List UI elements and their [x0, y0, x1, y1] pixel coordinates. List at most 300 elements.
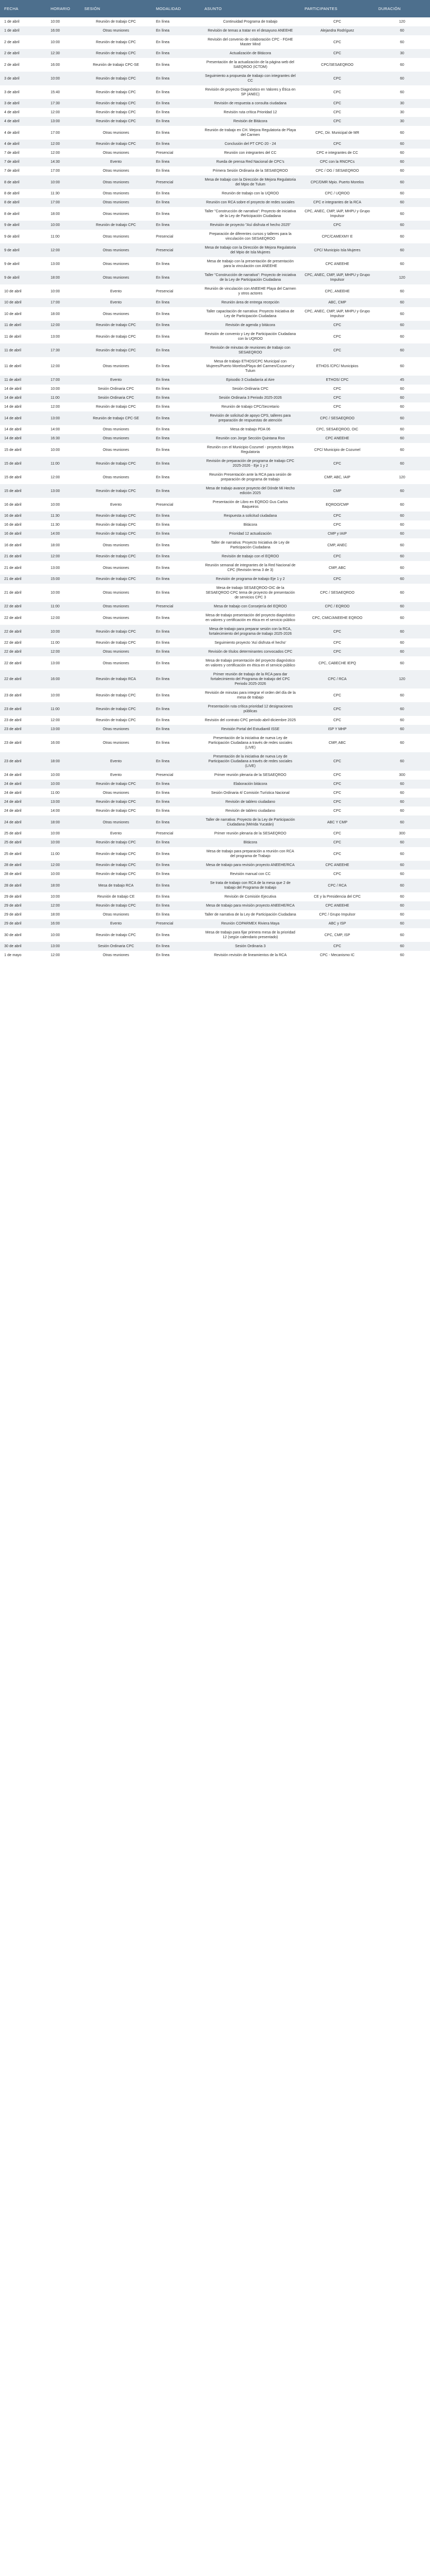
cell-participantes: ABC, CMP	[328, 301, 346, 304]
cell-modalidad: En línea	[156, 719, 170, 722]
cell-sesion: Reunión de trabajo CPC	[96, 782, 136, 786]
cell-fecha: 3 de abril	[4, 76, 19, 81]
table-row[interactable]	[0, 108, 430, 117]
cell-participantes: CPC	[333, 102, 341, 105]
table-row[interactable]	[0, 470, 430, 484]
cell-horario: 11:30	[51, 514, 60, 518]
table-row[interactable]	[0, 512, 430, 520]
cell-modalidad: En línea	[156, 348, 170, 352]
cell-fecha: 14 de abril	[4, 396, 22, 400]
cell-fecha: 22 de abril	[4, 650, 22, 654]
cell-asunto: Mesa de trabajo para revisión proyecto ANEEHE/RCA	[206, 863, 295, 867]
cell-sesion: Otras reuniones	[103, 605, 129, 608]
table-row[interactable]	[0, 343, 430, 357]
table-row[interactable]	[0, 584, 430, 602]
table-row[interactable]	[0, 951, 430, 960]
cell-sesion: Reunión de trabajo CPC	[96, 102, 136, 105]
cell-asunto: Taller de narrativa: Proyecto de la Ley de Participación Ciudadana (Mérida Yucatán)	[206, 818, 295, 827]
cell-fecha: 24 de abril	[4, 782, 22, 786]
cell-fecha: 4 de abril	[4, 131, 19, 135]
header-sesion[interactable]: SESIÓN	[84, 6, 101, 11]
cell-fecha: 22 de abril	[4, 605, 22, 608]
cell-sesion: Otras reuniones	[103, 276, 129, 280]
cell-modalidad: En línea	[156, 448, 170, 452]
table-row[interactable]	[0, 484, 430, 498]
table-row[interactable]	[0, 892, 430, 901]
table-row[interactable]	[0, 798, 430, 807]
cell-asunto: Revisión del contrato CPC periodo abril-diciembre 2025	[204, 719, 296, 722]
table-row[interactable]	[0, 166, 430, 175]
table-row[interactable]	[0, 298, 430, 307]
table-row[interactable]	[0, 117, 430, 126]
cell-fecha: 4 de abril	[4, 142, 19, 146]
cell-fecha: 16 de abril	[4, 523, 22, 527]
cell-asunto: Sesión Ordinaria 3	[235, 945, 266, 948]
cell-horario: 10:00	[51, 841, 60, 844]
cell-participantes: CE y la Presidencia del CPC	[314, 895, 361, 899]
cell-asunto: Revisión de títulos determinantes convocados CPC	[208, 650, 292, 654]
cell-duracion: 60	[400, 820, 404, 824]
cell-asunto: Primer reunión de trabajo de la RCA para dar fortalecimiento del Programa de trabajo del CPC Periodo 2025-2026	[210, 673, 290, 686]
table-row[interactable]	[0, 879, 430, 892]
cell-sesion: Sesión Ordinaria CPC	[97, 387, 134, 391]
table-row[interactable]	[0, 928, 430, 942]
cell-modalidad: En línea	[156, 131, 170, 135]
cell-sesion: Reunión de trabajo CPC	[96, 76, 136, 81]
table-row[interactable]	[0, 901, 430, 910]
cell-participantes: CPC, Dir. Municipal de MR	[315, 131, 359, 135]
cell-sesion: Reunión de trabajo CPC	[96, 323, 136, 327]
table-row[interactable]	[0, 734, 430, 752]
cell-modalidad: En línea	[156, 396, 170, 400]
table-row[interactable]	[0, 72, 430, 85]
cell-modalidad: En línea	[156, 102, 170, 105]
cell-asunto: Presentación ruta crítica prioridad 12 designaciones públicas	[208, 705, 293, 713]
cell-asunto: Mesa de trabajo SESAEQROO-OIC de la SESAEQROO CPC tema de proyecto de presentación de servicios CPC 3	[206, 586, 295, 599]
cell-participantes: CPC	[333, 323, 341, 327]
cell-asunto: Reunión semanal de integrantes de la Red Nacional de CPC (Revisión tema 3 de 3)	[205, 564, 296, 572]
table-row[interactable]	[0, 702, 430, 716]
cell-modalidad: En línea	[156, 120, 170, 123]
cell-asunto: Sesión Ordinaria 4/ Comisión Turística Nacional	[211, 791, 290, 795]
cell-modalidad: En línea	[156, 523, 170, 527]
cell-sesion: Reunión de trabajo CPC	[96, 111, 136, 114]
table-row[interactable]	[0, 638, 430, 647]
table-row[interactable]	[0, 538, 430, 552]
cell-participantes: CMP, ABC	[328, 741, 346, 745]
header-asunto[interactable]: ASUNTO	[204, 6, 222, 11]
table-row[interactable]	[0, 221, 430, 230]
table-row[interactable]	[0, 126, 430, 140]
header-duracion[interactable]: DURACIÓN	[378, 6, 401, 11]
cell-participantes: CPC	[333, 76, 341, 81]
cell-participantes: CMP, ANEC	[327, 543, 347, 547]
cell-participantes: EQROO/CMP	[326, 503, 349, 507]
cell-duracion: 60	[400, 782, 404, 786]
cell-duracion: 60	[400, 131, 404, 135]
cell-duracion: 30	[400, 111, 404, 114]
cell-participantes: CPC	[333, 52, 341, 55]
cell-duracion: 300	[399, 773, 405, 777]
table-row[interactable]	[0, 307, 430, 321]
cell-participantes: CPC / UQROO	[325, 192, 350, 195]
table-row[interactable]	[0, 520, 430, 529]
table-row[interactable]	[0, 243, 430, 257]
cell-modalidad: En línea	[156, 630, 170, 634]
cell-fecha: 21 de abril	[4, 566, 22, 570]
cell-participantes: CPC / RCA	[328, 883, 347, 888]
cell-horario: 12:00	[51, 719, 60, 722]
cell-participantes: CPC	[333, 641, 341, 645]
table-row[interactable]	[0, 647, 430, 656]
cell-asunto: Revisión de programa de trabajo Eje 1 y 2	[216, 577, 285, 581]
table-row[interactable]	[0, 26, 430, 35]
cell-participantes: ABC y ISP	[328, 922, 346, 926]
cell-sesion: Reunión de trabajo CPC	[96, 641, 136, 645]
table-row[interactable]	[0, 85, 430, 99]
cell-participantes: CPC	[333, 760, 341, 763]
cell-participantes: CPC	[333, 630, 341, 634]
cell-fecha: 30 de abril	[4, 933, 22, 937]
cell-sesion: Evento	[110, 503, 122, 507]
header-horario[interactable]: HORARIO	[51, 6, 71, 11]
table-row[interactable]	[0, 870, 430, 879]
cell-sesion: Reunión de trabajo CPC	[96, 461, 136, 466]
table-row[interactable]	[0, 752, 430, 771]
table-row[interactable]	[0, 847, 430, 861]
cell-participantes: CPC, CMP, ISP	[324, 933, 350, 937]
table-row[interactable]	[0, 861, 430, 870]
cell-duracion: 60	[400, 160, 404, 164]
cell-asunto: Revisión de agenda y bitácora	[225, 323, 276, 327]
cell-sesion: Otras reuniones	[103, 727, 129, 731]
cell-duracion: 300	[399, 832, 405, 835]
cell-duracion: 60	[400, 63, 404, 67]
cell-participantes: CPC	[333, 223, 341, 227]
cell-fecha: 23 de abril	[4, 727, 22, 731]
cell-modalidad: En línea	[156, 111, 170, 114]
cell-duracion: 60	[400, 800, 404, 804]
cell-modalidad: En línea	[156, 90, 170, 94]
cell-sesion: Otras reuniones	[103, 428, 129, 431]
cell-fecha: 8 de abril	[4, 180, 19, 184]
header-modalidad[interactable]: MODALIDAD	[156, 6, 181, 11]
cell-asunto: Reunión COPARMEX Riviera Maya	[221, 922, 280, 926]
cell-participantes: CPC / OG / SESAEQROO	[315, 169, 359, 173]
cell-asunto: Revisión revisión de lineamientos de la RCA	[214, 953, 287, 957]
cell-sesion: Reunión de trabajo CPC	[96, 693, 136, 697]
cell-duracion: 60	[400, 809, 404, 813]
cell-fecha: 14 de abril	[4, 387, 22, 391]
cell-fecha: 24 de abril	[4, 800, 22, 804]
cell-duracion: 60	[400, 323, 404, 327]
cell-participantes: CPC	[333, 791, 341, 795]
cell-fecha: 3 de abril	[4, 102, 19, 105]
cell-modalidad: En línea	[156, 566, 170, 570]
cell-sesion: Otras reuniones	[103, 169, 129, 173]
cell-participantes: CPC	[333, 872, 341, 876]
table-row[interactable]	[0, 385, 430, 394]
table-row[interactable]	[0, 656, 430, 670]
cell-sesion: Otras reuniones	[103, 591, 129, 595]
cell-duracion: 60	[400, 405, 404, 409]
cell-duracion: 60	[400, 895, 404, 899]
table-row[interactable]	[0, 529, 430, 538]
cell-participantes: CPC / SESAEQROO	[320, 416, 355, 420]
table-row[interactable]	[0, 158, 430, 166]
cell-modalidad: En línea	[156, 913, 170, 917]
cell-fecha: 15 de abril	[4, 448, 22, 452]
cell-horario: 18:00	[51, 543, 60, 547]
table-row[interactable]	[0, 443, 430, 457]
cell-participantes: CPC	[333, 809, 341, 813]
cell-sesion: Otras reuniones	[103, 192, 129, 195]
table-row[interactable]	[0, 99, 430, 108]
cell-asunto: Mesa de trabajo para revisión proyecto ANEEHE/RCA	[206, 904, 295, 908]
table-row[interactable]	[0, 330, 430, 343]
cell-sesion: Mesa de trabajo RCA	[98, 883, 134, 888]
table-row[interactable]	[0, 284, 430, 298]
table-row[interactable]	[0, 49, 430, 58]
cell-sesion: Reunión de trabajo CPC	[96, 707, 136, 711]
table-row[interactable]	[0, 725, 430, 734]
cell-participantes: CPC	[333, 111, 341, 114]
table-row[interactable]	[0, 716, 430, 725]
table-row[interactable]	[0, 207, 430, 221]
table-row[interactable]	[0, 321, 430, 330]
cell-duracion: 60	[400, 234, 404, 239]
table-row[interactable]	[0, 140, 430, 149]
table-row[interactable]	[0, 771, 430, 780]
cell-participantes: CPC / EQROO	[325, 605, 350, 608]
cell-sesion: Otras reuniones	[103, 543, 129, 547]
table-row[interactable]	[0, 807, 430, 815]
cell-asunto: Taller capacitación de narrativa: Proyecto Iniciativa de Ley de Participación Ciudadana	[206, 310, 295, 318]
table-row[interactable]	[0, 357, 430, 376]
cell-horario: 16:00	[51, 677, 60, 681]
cell-duracion: 60	[400, 29, 404, 33]
cell-fecha: 29 de abril	[4, 895, 22, 899]
table-row[interactable]	[0, 434, 430, 443]
cell-sesion: Otras reuniones	[103, 475, 129, 479]
cell-horario: 12:00	[51, 555, 60, 558]
table-row[interactable]	[0, 58, 430, 72]
table-row[interactable]	[0, 257, 430, 271]
cell-duracion: 60	[400, 365, 404, 368]
table-row[interactable]	[0, 789, 430, 798]
cell-asunto: Conclusión del PT CPC-20 - 24	[224, 142, 276, 146]
cell-sesion: Reunión de trabajo CPC	[96, 20, 136, 24]
table-row[interactable]	[0, 625, 430, 638]
cell-sesion: Reunión de trabajo CPC	[96, 852, 136, 856]
cell-duracion: 60	[400, 883, 404, 888]
cell-fecha: 7 de abril	[4, 151, 19, 155]
cell-participantes: CPC/ Municipio Isla Mujeres	[314, 248, 360, 252]
table-row[interactable]	[0, 498, 430, 512]
table-row[interactable]	[0, 611, 430, 625]
cell-fecha: 4 de abril	[4, 111, 19, 114]
cell-participantes: CPC	[333, 396, 341, 400]
cell-sesion: Reunión de trabajo CPC-SE	[93, 63, 139, 67]
cell-fecha: 28 de abril	[4, 863, 22, 867]
cell-modalidad: En línea	[156, 160, 170, 164]
cell-duracion: 60	[400, 348, 404, 352]
table-row[interactable]	[0, 670, 430, 689]
cell-fecha: 23 de abril	[4, 707, 22, 711]
cell-fecha: 22 de abril	[4, 677, 22, 681]
cell-sesion: Reunión de trabajo CPC	[96, 555, 136, 558]
cell-fecha: 22 de abril	[4, 641, 22, 645]
table-row[interactable]	[0, 425, 430, 434]
cell-modalidad: En línea	[156, 201, 170, 204]
cell-sesion: Reunión de trabajo CPC	[96, 514, 136, 518]
cell-fecha: 10 de abril	[4, 301, 22, 304]
cell-sesion: Otras reuniones	[103, 29, 129, 33]
cell-participantes: CPC	[333, 142, 341, 146]
cell-modalidad: En línea	[156, 514, 170, 518]
cell-asunto: Bitácora	[243, 841, 257, 844]
table-row[interactable]	[0, 149, 430, 158]
cell-horario: 16:00	[51, 63, 60, 67]
table-row[interactable]	[0, 271, 430, 284]
cell-modalidad: En línea	[156, 800, 170, 804]
table-row[interactable]	[0, 402, 430, 411]
table-row[interactable]	[0, 411, 430, 425]
cell-fecha: 23 de abril	[4, 719, 22, 722]
cell-modalidad: En línea	[156, 312, 170, 316]
cell-horario: 12:00	[51, 650, 60, 654]
cell-participantes: CPC	[333, 782, 341, 786]
table-header	[0, 0, 430, 17]
cell-fecha: 16 de abril	[4, 543, 22, 547]
table-row[interactable]	[0, 910, 430, 919]
table-row[interactable]	[0, 602, 430, 611]
cell-fecha: 14 de abril	[4, 416, 22, 420]
cell-participantes: ETHOS /CPC/ Municipios	[316, 365, 358, 368]
cell-modalidad: En línea	[156, 641, 170, 645]
cell-fecha: 1 de abril	[4, 20, 19, 24]
cell-fecha: 11 de abril	[4, 348, 22, 352]
cell-participantes: CPC e integrantes de la RCA	[313, 201, 361, 204]
cell-duracion: 60	[400, 532, 404, 536]
cell-asunto: Se trata de trabajo con RCA de la mesa que 2 de trabajo del Programa de trabajo	[210, 881, 291, 890]
cell-participantes: CMP	[333, 489, 341, 493]
cell-modalidad: Presencial	[156, 151, 173, 155]
table-row[interactable]	[0, 575, 430, 584]
table-row[interactable]	[0, 552, 430, 561]
cell-horario: 18:00	[51, 820, 60, 824]
cell-duracion: 60	[400, 312, 404, 316]
cell-participantes: CPC	[333, 707, 341, 711]
table-row[interactable]	[0, 230, 430, 243]
cell-participantes: CPC, CABECHE IEPQ	[318, 661, 356, 665]
cell-horario: 14:00	[51, 532, 60, 536]
header-fecha[interactable]: FECHA	[4, 6, 18, 11]
cell-asunto: Revisión de trabajo con el EQROO	[221, 555, 279, 558]
cell-horario: 12:00	[51, 863, 60, 867]
table-row[interactable]	[0, 919, 430, 928]
cell-asunto: Presentación de Libro en EQROO Gus Carlos Baqueiros	[212, 500, 288, 509]
table-row[interactable]	[0, 198, 430, 207]
cell-participantes: ABC Y CMP	[327, 820, 348, 824]
cell-duracion: 60	[400, 543, 404, 547]
cell-horario: 17:00	[51, 378, 60, 382]
cell-participantes: CPC/ Municipio de Cozumel	[314, 448, 360, 452]
cell-duracion: 60	[400, 953, 404, 957]
cell-participantes: CPC/SESAEQROO	[321, 63, 354, 67]
cell-modalidad: En línea	[156, 677, 170, 681]
cell-modalidad: En línea	[156, 782, 170, 786]
cell-modalidad: En línea	[156, 428, 170, 431]
cell-modalidad: En línea	[156, 20, 170, 24]
table-row[interactable]	[0, 780, 430, 789]
cell-asunto: Revisión de solicitud de apoyo CPS, talleres para preparación de respuestas de atención	[210, 414, 291, 422]
cell-modalidad: En línea	[156, 616, 170, 620]
table-row[interactable]	[0, 829, 430, 838]
cell-modalidad: En línea	[156, 475, 170, 479]
cell-asunto: Revisión de respuesta a consulta ciudadana	[214, 102, 287, 105]
cell-fecha: 23 de abril	[4, 741, 22, 745]
cell-participantes: CPC - Mecanismo IC	[320, 953, 355, 957]
cell-horario: 16:00	[51, 741, 60, 745]
table-row[interactable]	[0, 175, 430, 189]
cell-participantes: CPC	[333, 800, 341, 804]
cell-fecha: 24 de abril	[4, 773, 22, 777]
cell-duracion: 60	[400, 616, 404, 620]
cell-participantes: CPC ANEEHE	[325, 863, 349, 867]
cell-horario: 10:00	[51, 503, 60, 507]
cell-asunto: Episodio 3 Ciudadanía al Aire	[226, 378, 275, 382]
cell-fecha: 22 de abril	[4, 616, 22, 620]
cell-modalidad: En línea	[156, 323, 170, 327]
cell-horario: 11:00	[51, 852, 60, 856]
cell-asunto: Revisión ruta crítica Prioridad 12	[223, 111, 277, 114]
cell-duracion: 60	[400, 591, 404, 595]
cell-asunto: Mesa de trabajo ETHOS/CPC Municipal con Mujeres/Puerto Morelos/Playa del Carmen/Cozumel y Tulum	[206, 360, 295, 373]
cell-horario: 12:00	[51, 248, 60, 252]
cell-asunto: Revisión de tablero ciudadano	[225, 800, 276, 804]
cell-fecha: 25 de abril	[4, 852, 22, 856]
table-row[interactable]	[0, 17, 430, 26]
table-row[interactable]	[0, 457, 430, 470]
table-row[interactable]	[0, 35, 430, 49]
cell-horario: 12:30	[51, 52, 60, 55]
table-row[interactable]	[0, 189, 430, 198]
cell-fecha: 15 de abril	[4, 489, 22, 493]
header-participantes[interactable]: PARTICIPANTES	[305, 6, 338, 11]
cell-asunto: Revisión de convenio y Ley de Participación Ciudadana con la UQROO	[204, 332, 296, 341]
table-row[interactable]	[0, 376, 430, 385]
cell-sesion: Sesión Ordinaria CPC	[97, 945, 134, 948]
table-row[interactable]	[0, 561, 430, 575]
cell-fecha: 25 de abril	[4, 841, 22, 844]
cell-asunto: Elaboración bitácora	[233, 782, 267, 786]
table-row[interactable]	[0, 815, 430, 829]
table-row[interactable]	[0, 394, 430, 402]
cell-participantes: CPC	[333, 335, 341, 339]
cell-duracion: 60	[400, 630, 404, 634]
cell-modalidad: En línea	[156, 416, 170, 420]
cell-horario: 12:00	[51, 151, 60, 155]
cell-horario: 17:00	[51, 301, 60, 304]
cell-duracion: 60	[400, 461, 404, 466]
table-row[interactable]	[0, 838, 430, 847]
cell-horario: 10:00	[51, 20, 60, 24]
table-row[interactable]	[0, 689, 430, 702]
table-row[interactable]	[0, 942, 430, 951]
cell-sesion: Otras reuniones	[103, 151, 129, 155]
cell-modalidad: Presencial	[156, 248, 173, 252]
